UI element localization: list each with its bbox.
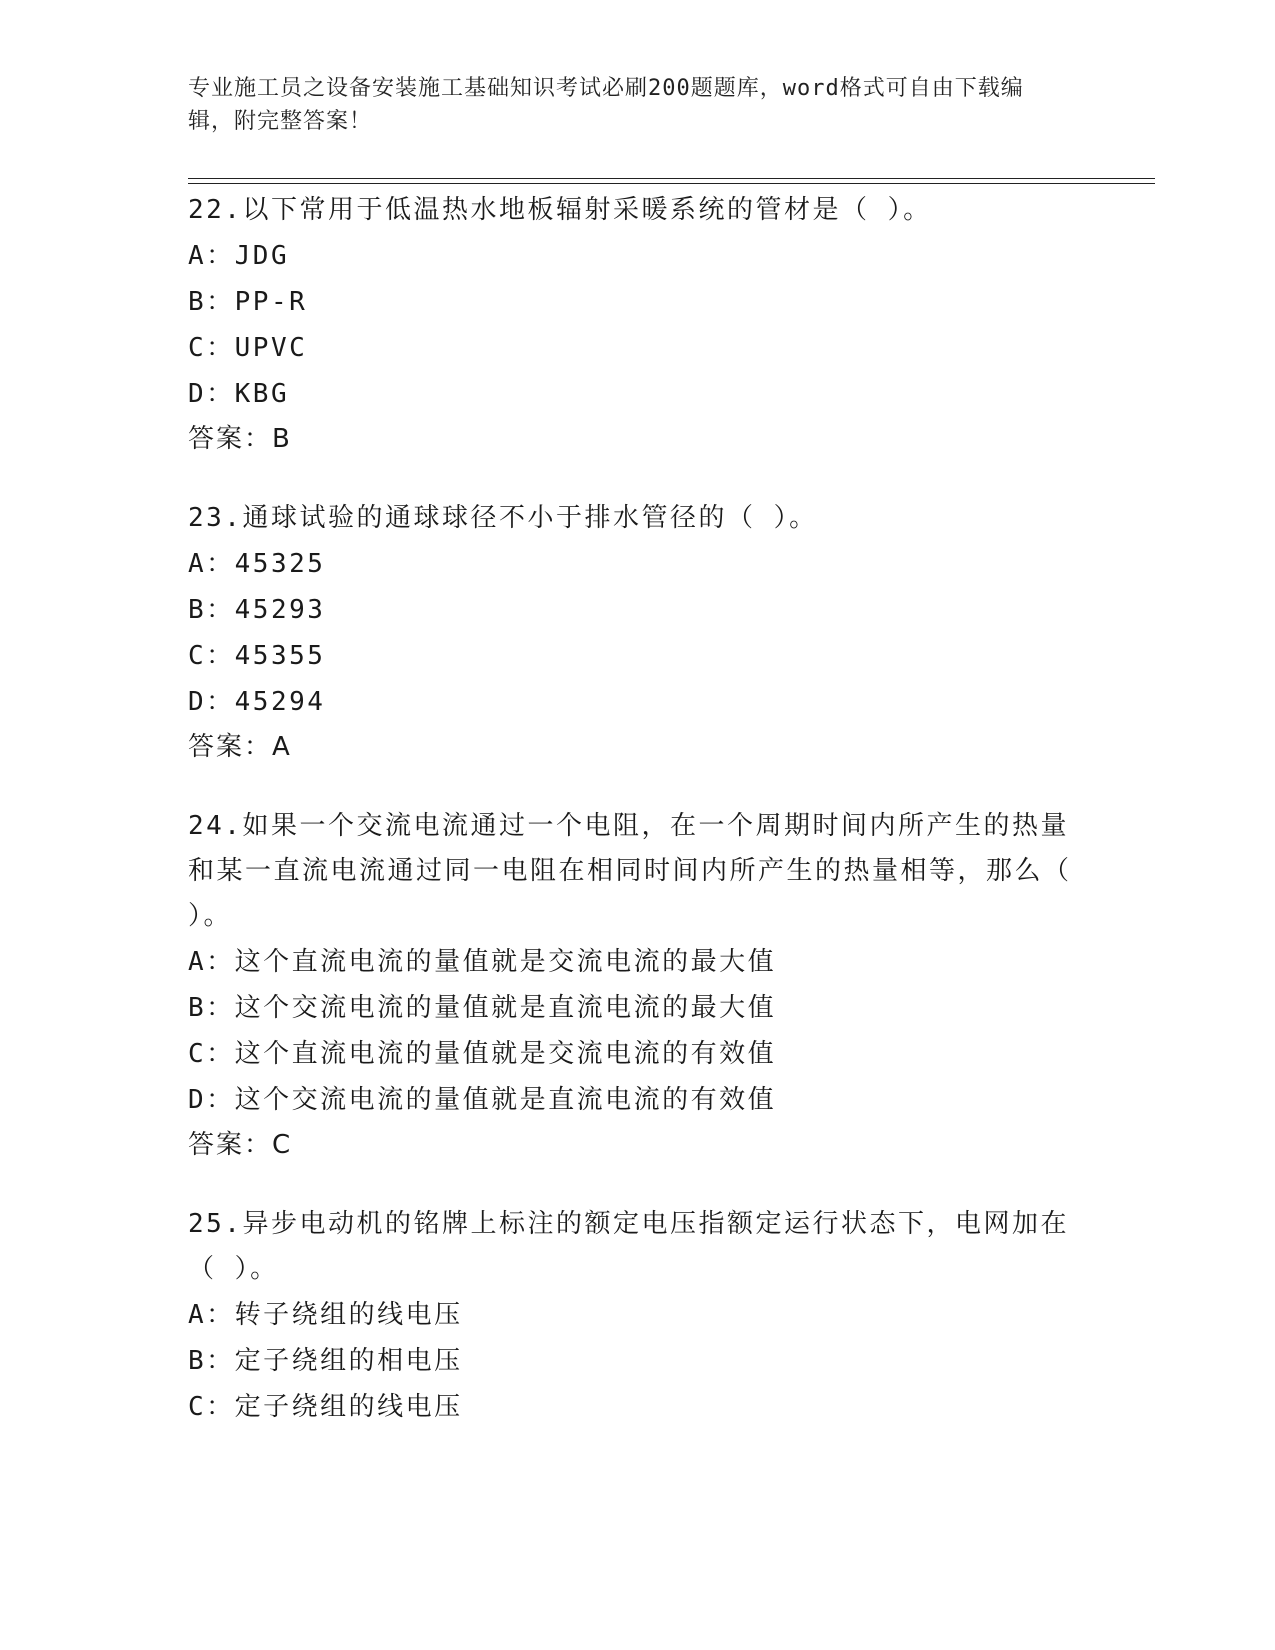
option-a: A：转子绕组的线电压	[188, 1300, 463, 1330]
option-d: D：KBG	[188, 379, 290, 409]
option-b: B：这个交流电流的量值就是直流电流的最大值	[188, 993, 777, 1023]
option-c: C：这个直流电流的量值就是交流电流的有效值	[188, 1039, 777, 1069]
option-c: C：45355	[188, 641, 326, 671]
option-a: A：这个直流电流的量值就是交流电流的最大值	[188, 947, 777, 977]
answer: 答案：B	[188, 424, 292, 454]
option-a: A：JDG	[188, 241, 290, 271]
option-d: D：45294	[188, 687, 326, 717]
answer: 答案：A	[188, 732, 292, 762]
option-b: B：定子绕组的相电压	[188, 1346, 463, 1376]
question-24	[188, 804, 1088, 1167]
question-text: 25.异步电动机的铭牌上标注的额定电压指额定运行状态下，电网加在（ ）。	[188, 1209, 1069, 1284]
option-a: A：45325	[188, 549, 326, 579]
question-23	[188, 496, 1088, 769]
question-list	[188, 188, 1088, 1465]
option-c: C：定子绕组的线电压	[188, 1392, 463, 1422]
question-text: 23.通球试验的通球球径不小于排水管径的（ ）。	[188, 503, 818, 533]
document-header: 专业施工员之设备安装施工基础知识考试必刷200题题库，word格式可自由下载编辑，附完整答案！	[188, 76, 1024, 134]
option-b: B：45293	[188, 595, 326, 625]
option-d: D：这个交流电流的量值就是直流电流的有效值	[188, 1085, 777, 1115]
question-25	[188, 1202, 1088, 1430]
header-divider-top	[188, 178, 1155, 179]
question-22	[188, 188, 1088, 461]
option-c: C：UPVC	[188, 333, 308, 363]
answer: 答案：C	[188, 1130, 293, 1160]
question-text: 22.以下常用于低温热水地板辐射采暖系统的管材是（ ）。	[188, 195, 932, 225]
question-text: 24.如果一个交流电流通过一个电阻，在一个周期时间内所产生的热量和某一直流电流通过同一电阻在相同时间内所产生的热量相等，那么（ ）。	[188, 811, 1072, 931]
option-b: B：PP-R	[188, 287, 308, 317]
header-divider-bottom	[188, 183, 1155, 184]
